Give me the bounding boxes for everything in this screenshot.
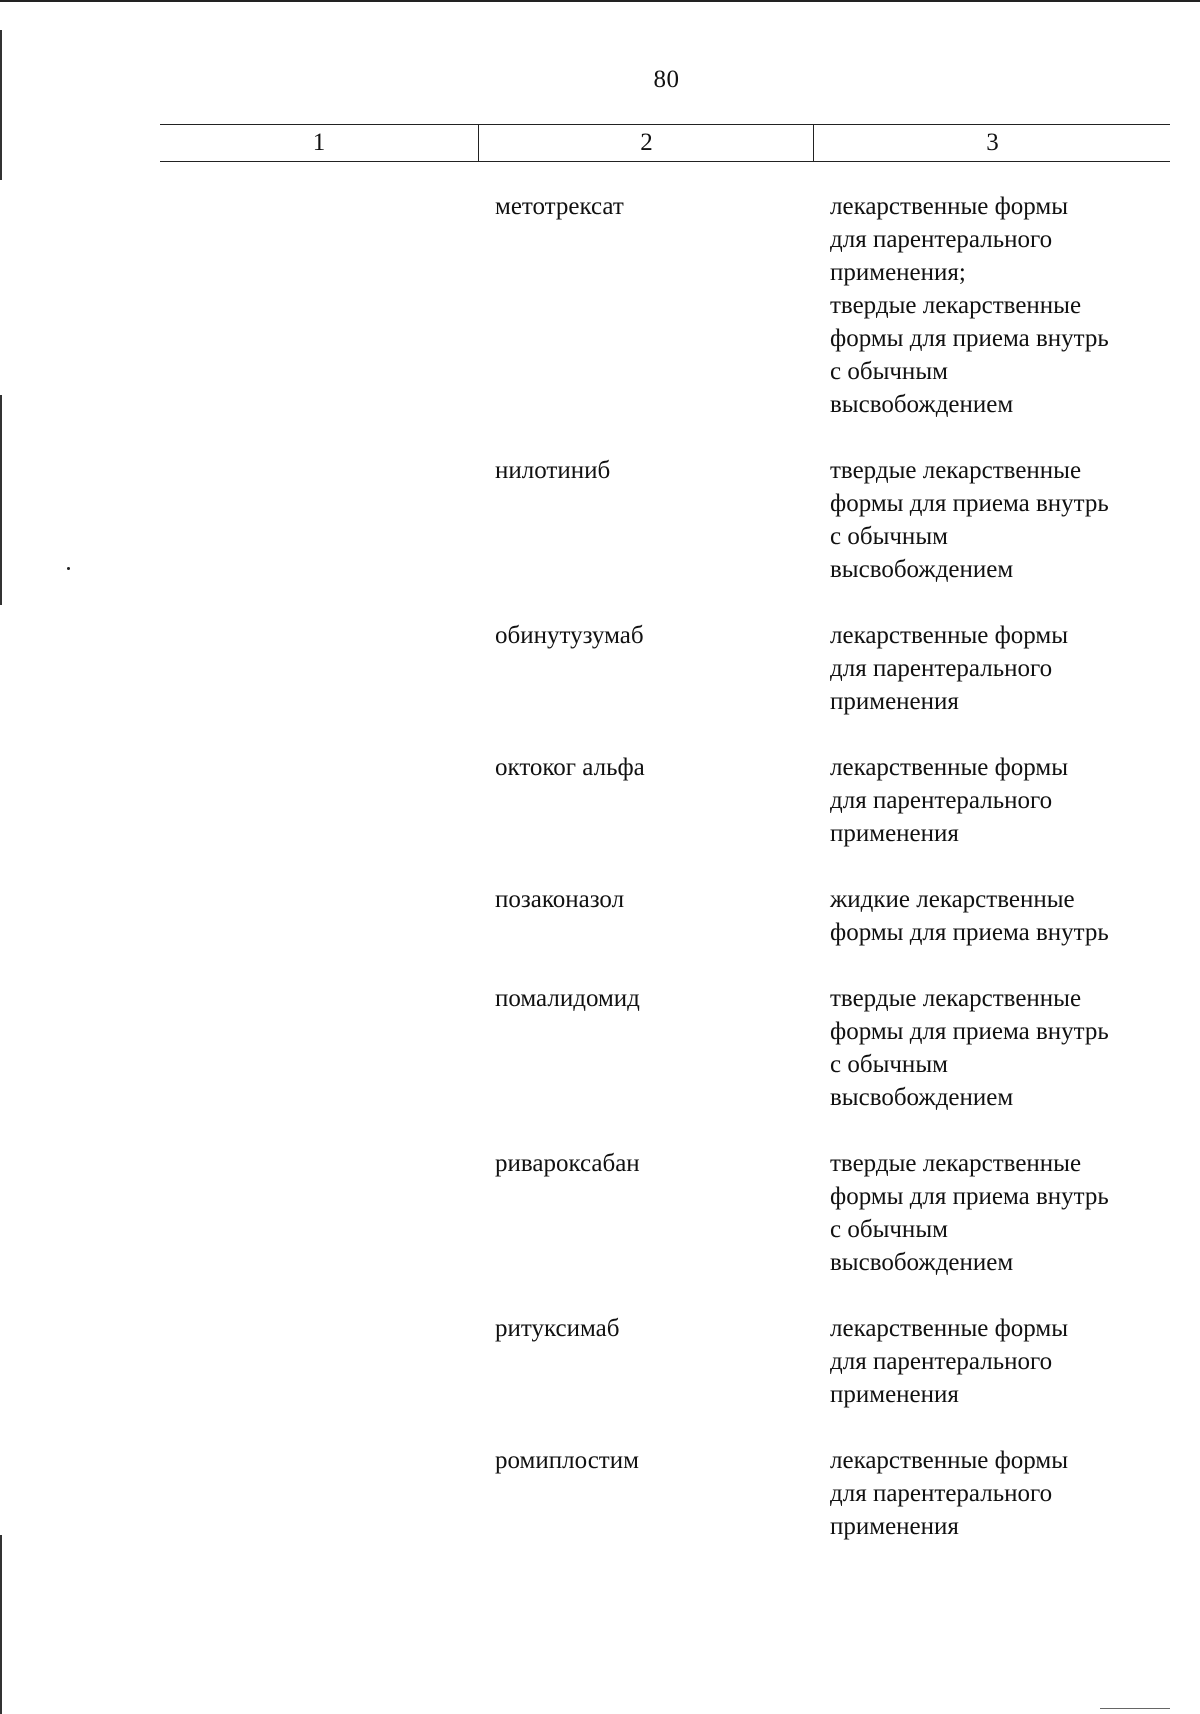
table-cell-empty [160,883,495,949]
table-row [160,619,1170,718]
scan-edge-left [0,30,2,180]
table-cell-empty [160,1444,495,1543]
dosage-form: лекарственные формы для парентерального применения [830,1315,1069,1408]
scan-edge-left [0,395,2,605]
drug-name: нилотиниб [495,457,611,484]
dosage-form: жидкие лекарственные формы для приема внутрь [830,886,1109,946]
table-row [160,1147,1170,1279]
table-header-col-2: 2 [478,125,814,161]
drug-name: ривароксабан [495,1150,640,1177]
table-row [160,1312,1170,1411]
table-cell-empty [160,751,495,850]
scan-edge-top [0,0,1200,2]
table-row [160,751,1170,850]
table-row [160,982,1170,1114]
table-cell-empty [160,982,495,1114]
table-header-col-1: 1 [312,129,326,156]
dosage-form: твердые лекарственные формы для приема внутрь с обычным высвобождением [830,1150,1109,1276]
dosage-form: твердые лекарственные формы для приема внутрь с обычным высвобождением [830,457,1109,583]
table-cell-empty [160,1312,495,1411]
scan-edge-left [0,1535,2,1714]
drug-name: позаконазол [495,886,625,913]
table-row [160,454,1170,586]
drug-name: ромиплостим [495,1447,639,1474]
table-cell-empty [160,1147,495,1279]
dosage-form: лекарственные формы для парентерального применения [830,622,1069,715]
drug-name: помалидомид [495,985,640,1012]
table-row [160,1444,1170,1543]
dosage-form: лекарственные формы для парентерального применения; твердые лекарственные формы для приема внутрь с обычным высвобождением [830,193,1109,418]
table-cell-empty [160,454,495,586]
table-cell-empty [160,190,495,421]
page-number: 80 [653,66,680,93]
drug-name: обинутузумаб [495,622,644,649]
scan-dot [67,567,70,570]
table-header [160,124,1170,162]
table-body [160,190,1170,1576]
table-header-col-3: 3 [813,125,1171,161]
scan-mark [1100,1708,1170,1709]
dosage-form: лекарственные формы для парентерального применения [830,754,1069,847]
table-row [160,190,1170,421]
dosage-form: твердые лекарственные формы для приема внутрь с обычным высвобождением [830,985,1109,1111]
table-cell-empty [160,619,495,718]
table-row [160,883,1170,949]
dosage-form: лекарственные формы для парентерального применения [830,1447,1069,1540]
drug-name: октоког альфа [495,754,645,781]
drug-name: ритуксимаб [495,1315,620,1342]
drug-name: метотрексат [495,193,624,220]
